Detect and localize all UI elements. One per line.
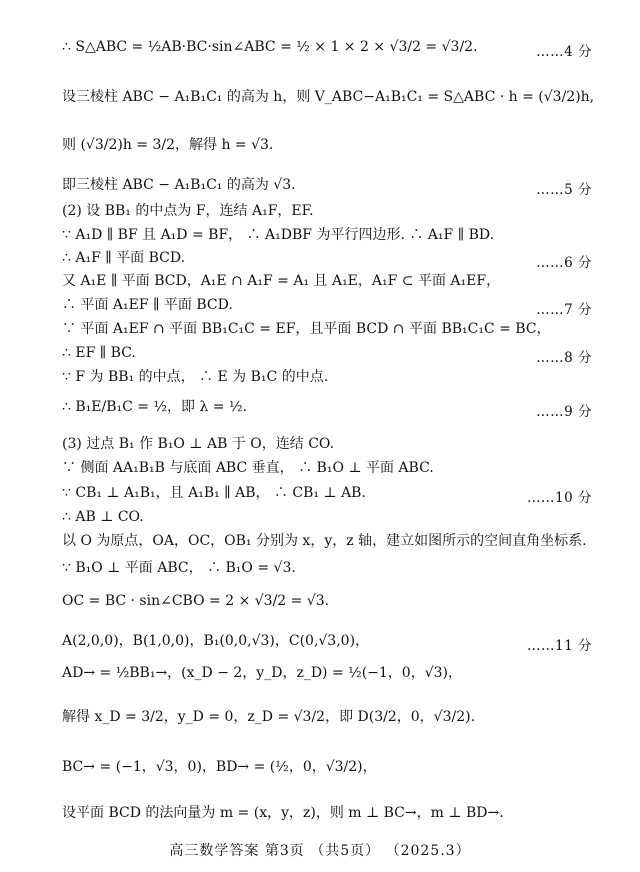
solution-line (62, 594, 592, 608)
solution-line (62, 760, 592, 774)
solution-line-text: ∵ F 为 BB₁ 的中点， ∴ E 为 B₁C 的中点. (62, 369, 329, 385)
solution-line (62, 274, 592, 288)
solution-line (62, 486, 592, 500)
solution-line-text: ∴ 平面 A₁EF ∥ 平面 BCD. (62, 297, 233, 313)
solution-line-text: BC→ = (−1，√3，0)，BD→ = (½，0，√3/2)， (62, 759, 377, 775)
solution-line-text: ∵ B₁O ⊥ 平面 ABC， ∴ B₁O = √3. (62, 560, 296, 576)
solution-line (62, 710, 592, 724)
solution-line-text: 即三棱柱 ABC − A₁B₁C₁ 的高为 √3. (62, 177, 296, 193)
solution-line-text: OC = BC · sin∠CBO = 2 × √3/2 = √3. (62, 593, 330, 609)
solution-line-text: A(2,0,0)，B(1,0,0)，B₁(0,0,√3)，C(0,√3,0)， (62, 633, 370, 649)
solution-line (62, 400, 592, 414)
solution-line (62, 89, 595, 105)
solution-line-text: ∴ S△ABC = ½AB·BC·sin∠ABC = ½ × 1 × 2 × √3/2 = √3/2. (62, 39, 478, 55)
solution-line-text: 则 (√3/2)h = 3/2，解得 h = √3. (62, 137, 274, 153)
solution-line-text: (2) 设 BB₁ 的中点为 F，连结 A₁F，EF. (62, 203, 314, 219)
score-mark: ……9 分 (536, 404, 592, 420)
solution-line (62, 228, 592, 242)
solution-line (62, 138, 592, 152)
solution-line (62, 322, 592, 336)
solution-line-text: ∵ 侧面 AA₁B₁B 与底面 ABC 垂直， ∴ B₁O ⊥ 平面 ABC. (62, 460, 434, 476)
solution-line (62, 634, 592, 648)
solution-line-text: ∴ A₁F ∥ 平面 BCD. (62, 250, 186, 266)
solution-line-text: ∴ EF ∥ BC. (62, 345, 136, 361)
score-mark: ……4 分 (536, 44, 592, 60)
solution-line (62, 40, 592, 54)
solution-line-text: ∵ A₁D ∥ BF 且 A₁D = BF， ∴ A₁DBF 为平行四边形. ∴ A₁F ∥ BD. (62, 227, 495, 243)
solution-line-text: 设三棱柱 ABC − A₁B₁C₁ 的高为 h，则 V_ABC−A₁B₁C₁ = S△ABC · h = (√3/2)h, (62, 89, 595, 105)
solution-line (62, 370, 592, 384)
solution-line-text: 解得 x_D = 3/2，y_D = 0，z_D = √3/2，即 D(3/2，0，√3/2). (62, 709, 476, 725)
solution-line-text: 以 O 为原点，OA，OC，OB₁ 分别为 x，y，z 轴，建立如图所示的空间直角坐标系. (62, 533, 587, 549)
solution-line (62, 251, 592, 265)
solution-line (62, 534, 592, 548)
solution-line (62, 561, 592, 575)
page-footer: 高三数学答案 第3页 （共5页） （2025.3） (169, 843, 471, 859)
score-mark: ……6 分 (536, 255, 592, 271)
score-mark: ……11 分 (527, 638, 592, 654)
solution-line (62, 346, 592, 360)
solution-line-text: 设平面 BCD 的法向量为 m = (x，y，z)，则 m ⊥ BC→，m ⊥ BD→. (62, 805, 504, 821)
solution-line-text: 又 A₁E ∥ 平面 BCD，A₁E ∩ A₁F = A₁ 且 A₁E，A₁F ⊂ 平面 A₁EF， (62, 273, 501, 289)
solution-line (62, 806, 592, 820)
solution-line-text: ∴ B₁E/B₁C = ½，即 λ = ½. (62, 399, 247, 415)
solution-line (62, 178, 592, 192)
solution-line-text: AD→ = ½BB₁→，(x_D − 2，y_D，z_D) = ½(−1，0，√3)， (62, 665, 462, 681)
solution-line (62, 510, 592, 524)
score-mark: ……5 分 (536, 182, 592, 198)
solution-line (62, 666, 592, 680)
solution-line-text: ∴ AB ⊥ CO. (62, 509, 144, 525)
score-mark: ……8 分 (536, 350, 592, 366)
solution-line (62, 437, 592, 451)
score-mark: ……10 分 (527, 490, 592, 506)
solution-line-text: (3) 过点 B₁ 作 B₁O ⊥ AB 于 O，连结 CO. (62, 436, 335, 452)
solution-line-text: ∵ 平面 A₁EF ∩ 平面 BB₁C₁C = EF，且平面 BCD ∩ 平面 BB₁C₁C = BC， (62, 321, 551, 337)
solution-line (62, 204, 592, 218)
solution-line (62, 461, 592, 475)
score-mark: ……7 分 (536, 302, 592, 318)
solution-line-text: ∵ CB₁ ⊥ A₁B₁，且 A₁B₁ ∥ AB， ∴ CB₁ ⊥ AB. (62, 485, 366, 501)
solution-line (62, 298, 592, 312)
